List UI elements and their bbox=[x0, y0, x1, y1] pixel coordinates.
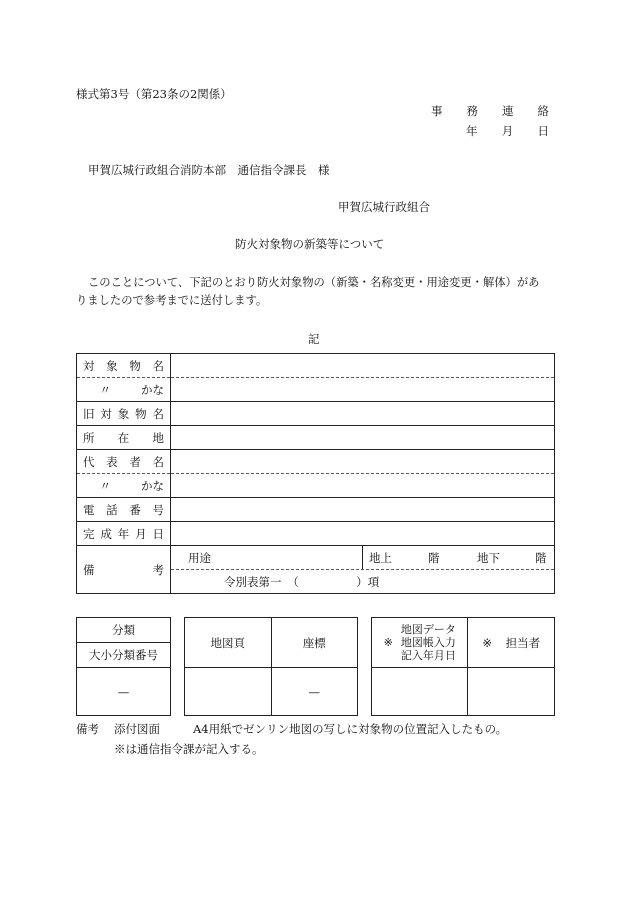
value-taishoubutsu-mei[interactable] bbox=[171, 354, 555, 378]
map-data-line: 記入年月日 bbox=[400, 649, 456, 662]
bikou-separator bbox=[362, 546, 363, 569]
table-row bbox=[77, 474, 555, 498]
label-char: 象 bbox=[106, 358, 118, 373]
youto-label: 用途 bbox=[188, 550, 211, 565]
label-char: 日 bbox=[152, 526, 164, 541]
label-char: 完 bbox=[83, 526, 95, 541]
ditto-mark: 〃 bbox=[99, 382, 111, 397]
doc-type-char: 務 bbox=[466, 104, 478, 118]
label-char: 物 bbox=[135, 406, 147, 421]
label-char: 電 bbox=[83, 502, 95, 517]
table-row bbox=[77, 498, 555, 522]
value-bikou bbox=[171, 546, 555, 594]
label-char: 号 bbox=[152, 502, 164, 517]
notes-item: 添付図面 bbox=[114, 722, 160, 736]
label-char: 番 bbox=[129, 502, 141, 517]
label-char: 備 bbox=[83, 562, 95, 577]
reibetsu-text: 令別表第一 （ ）項 bbox=[224, 574, 380, 589]
map-data-label bbox=[401, 623, 456, 662]
date-line bbox=[466, 123, 549, 139]
label-char: 者 bbox=[129, 454, 141, 469]
body-line-2: りましたので参考までに送付します。 bbox=[76, 294, 268, 307]
value-kyu-taishoubutsu-mei[interactable] bbox=[171, 402, 555, 426]
form-number: 様式第3号（第23条の2関係） bbox=[76, 87, 232, 101]
table-row bbox=[77, 450, 555, 474]
label-daihyousha-mei bbox=[77, 450, 171, 474]
label-char: 象 bbox=[117, 406, 130, 421]
bikou-reibetsu-line bbox=[171, 570, 554, 593]
map-data-header bbox=[372, 618, 468, 668]
zahyou-value[interactable] bbox=[271, 668, 358, 716]
map-data-line: 地図データ bbox=[400, 623, 456, 636]
chizu-page-value[interactable] bbox=[185, 668, 272, 716]
label-char: 成 bbox=[100, 526, 112, 541]
label-char: 名 bbox=[152, 406, 164, 421]
table-row bbox=[77, 522, 555, 546]
note-mark: ※ bbox=[482, 635, 492, 650]
daishou-bunrui-header: 大小分類番号 bbox=[77, 643, 171, 668]
label-kyu-taishoubutsu-mei bbox=[77, 402, 171, 426]
bikou-youto-line bbox=[171, 546, 554, 570]
date-day: 日 bbox=[537, 124, 549, 138]
label-char: 名 bbox=[152, 358, 164, 373]
main-table bbox=[76, 353, 555, 594]
bunrui-dash: — bbox=[117, 684, 130, 699]
notes-label: 備考 bbox=[76, 722, 99, 736]
doc-type-char: 絡 bbox=[537, 104, 549, 118]
note-mark: ※ bbox=[383, 636, 393, 649]
label-char: 表 bbox=[106, 454, 118, 469]
label-char: 地 bbox=[152, 430, 164, 445]
table-row bbox=[77, 546, 555, 594]
label-daihyousha-kana bbox=[77, 474, 171, 498]
notes-text-1: A4用紙でゼンリン地図の写しに対象物の位置記入したもの。 bbox=[193, 722, 508, 736]
chika-label: 地下 bbox=[477, 550, 500, 565]
bunrui-value[interactable] bbox=[77, 668, 171, 716]
doc-type-char: 事 bbox=[431, 104, 443, 118]
kai-label-1: 階 bbox=[428, 550, 440, 565]
zahyou-header: 座標 bbox=[271, 618, 358, 668]
value-kansei-nengappi[interactable] bbox=[171, 522, 555, 546]
sender: 甲賀広城行政組合 bbox=[338, 200, 430, 214]
value-daihyousha-kana[interactable] bbox=[171, 474, 555, 498]
addressee: 甲賀広城行政組合消防本部 通信指令課長 様 bbox=[88, 163, 330, 177]
subject-title: 防火対象物の新築等について bbox=[235, 237, 385, 251]
label-char: 旧 bbox=[83, 406, 95, 421]
date-year: 年 bbox=[466, 124, 478, 138]
notes-text-2: ※は通信指令課が記入する。 bbox=[114, 742, 264, 756]
label-char: 考 bbox=[152, 562, 164, 577]
label-char: 月 bbox=[135, 526, 147, 541]
label-taishoubutsu-kana bbox=[77, 378, 171, 402]
label-char: 話 bbox=[106, 502, 118, 517]
label-taishoubutsu-mei bbox=[77, 354, 171, 378]
table-row bbox=[77, 354, 555, 378]
value-daihyousha-mei[interactable] bbox=[171, 450, 555, 474]
label-bikou bbox=[77, 546, 171, 594]
map-page-box bbox=[184, 617, 358, 716]
map-data-box bbox=[371, 617, 555, 716]
value-taishoubutsu-kana[interactable] bbox=[171, 378, 555, 402]
table-row bbox=[77, 402, 555, 426]
map-data-value[interactable] bbox=[372, 668, 468, 716]
label-kansei-nengappi bbox=[77, 522, 171, 546]
label-char: 在 bbox=[117, 430, 130, 445]
value-denwa-bangou[interactable] bbox=[171, 498, 555, 522]
tantousha-header bbox=[468, 618, 555, 668]
chijou-label: 地上 bbox=[369, 550, 392, 565]
label-char: 対 bbox=[100, 406, 112, 421]
table-row bbox=[77, 378, 555, 402]
map-data-line: 地図帳入力 bbox=[400, 636, 456, 649]
body-line-1: このことについて、下記のとおり防火対象物の（新築・名称変更・用途変更・解体）があ bbox=[88, 276, 540, 289]
label-char: 物 bbox=[129, 358, 141, 373]
kana-label: かな bbox=[141, 478, 164, 493]
doc-type-title bbox=[431, 103, 549, 119]
ki-heading: 記 bbox=[308, 332, 320, 346]
zahyou-dash: — bbox=[308, 684, 320, 699]
date-month: 月 bbox=[501, 124, 514, 138]
label-char: 名 bbox=[152, 454, 164, 469]
kai-label-2: 階 bbox=[535, 550, 547, 565]
label-char: 年 bbox=[117, 526, 130, 541]
classification-box bbox=[76, 617, 171, 716]
chizu-page-header: 地図頁 bbox=[185, 618, 272, 668]
label-char: 代 bbox=[83, 454, 95, 469]
label-char: 対 bbox=[83, 358, 95, 373]
tantousha-label: 担当者 bbox=[505, 635, 541, 650]
bunrui-header: 分類 bbox=[77, 618, 171, 643]
kana-label: かな bbox=[141, 382, 164, 397]
table-row bbox=[77, 426, 555, 450]
label-char: 所 bbox=[83, 430, 95, 445]
value-shozaichi[interactable] bbox=[171, 426, 555, 450]
doc-type-char: 連 bbox=[502, 104, 514, 118]
label-denwa-bangou bbox=[77, 498, 171, 522]
ditto-mark: 〃 bbox=[99, 478, 111, 493]
tantousha-value[interactable] bbox=[468, 668, 555, 716]
label-shozaichi bbox=[77, 426, 171, 450]
